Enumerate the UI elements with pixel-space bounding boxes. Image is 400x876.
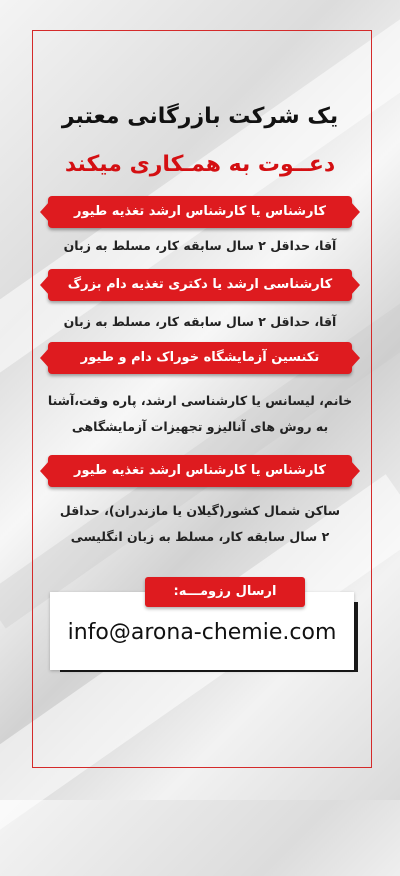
position-banner: کارشناسی ارشد یا دکتری تغذیه دام بزرگ (48, 269, 352, 301)
invitation-subtitle: دعــوت به همـکاری میکند (64, 152, 336, 177)
position-banner: کارشناس یا کارشناس ارشد تغذیه طیور (48, 196, 352, 228)
company-title: یک شرکت بازرگانی معتبر (61, 104, 339, 129)
position-description: خانم، لیسانس یا کارشناسی ارشد، پاره وقت،آشنا به روش های آنالیزو تجهیزات آزمایشگاهی (47, 393, 353, 434)
resume-send-label: ارسال رزومـــه: (145, 577, 305, 607)
position-banner: تکنسین آزمایشگاه خوراک دام و طیور (48, 342, 352, 374)
position-banner: کارشناس یا کارشناس ارشد تغذیه طیور (48, 455, 352, 487)
email-address[interactable]: info@arona-chemie.com (50, 592, 354, 670)
position-description: آقا، حداقل ۲ سال سابقه کار، مسلط به زبان (63, 238, 337, 253)
position-description: ساکن شمال کشور(گیلان یا مازندران)، حداقل ۲ سال سابقه کار، مسلط به زبان انگلیسی (59, 503, 341, 544)
position-description: آقا، حداقل ۲ سال سابقه کار، مسلط به زبان (63, 314, 337, 329)
